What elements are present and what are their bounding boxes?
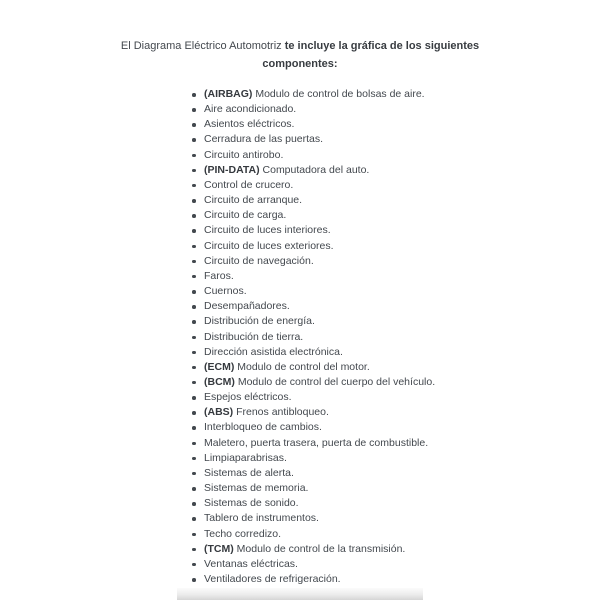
list-item: Circuito antirobo. [191, 148, 435, 163]
bullet-icon [192, 351, 196, 355]
list-item: Sistemas de sonido. [191, 496, 435, 511]
bullet-icon [192, 517, 196, 521]
bullet-icon [192, 366, 196, 370]
bullet-icon [192, 123, 196, 127]
bullet-icon [192, 214, 196, 218]
bullet-icon [192, 336, 196, 340]
list-item: (ECM) Modulo de control del motor. [191, 360, 435, 375]
list-item: (TCM) Modulo de control de la transmisión. [191, 542, 435, 557]
list-item: Circuito de navegación. [191, 254, 435, 269]
list-item: Circuito de luces interiores. [191, 223, 435, 238]
list-item: Sistemas de alerta. [191, 466, 435, 481]
list-item: Ventanas eléctricas. [191, 557, 435, 572]
list-item: Sistemas de memoria. [191, 481, 435, 496]
components-list [191, 87, 435, 587]
component-code: (ABS) [204, 406, 237, 419]
list-item: Techo corredizo. [191, 527, 435, 542]
bullet-icon [192, 457, 196, 461]
list-item: Distribución de energía. [191, 314, 435, 329]
list-item: Control de crucero. [191, 178, 435, 193]
component-code: (ECM) [204, 360, 238, 373]
bullet-icon [192, 502, 196, 506]
bullet-icon [192, 533, 196, 537]
bullet-icon [192, 411, 196, 415]
list-item: Faros. [191, 269, 435, 284]
list-item: (ABS) Frenos antibloqueo. [191, 405, 435, 420]
bullet-icon [192, 487, 196, 491]
page-title-bold-line1: te incluye la gráfica de los siguientes [284, 40, 480, 52]
bullet-icon [192, 93, 196, 97]
bullet-icon [192, 138, 196, 142]
list-item: Interbloqueo de cambios. [191, 420, 435, 435]
bullet-icon [192, 169, 196, 173]
list-item: (BCM) Modulo de control del cuerpo del vehículo. [191, 375, 435, 390]
bullet-icon [192, 245, 196, 249]
component-code: (BCM) [204, 375, 238, 388]
bullet-icon [192, 275, 196, 279]
bullet-icon [192, 426, 196, 430]
component-code: (AIRBAG) [204, 88, 256, 100]
list-item: Limpiaparabrisas. [191, 451, 435, 466]
list-item: Asientos eléctricos. [191, 117, 435, 132]
list-item: Ventiladores de refrigeración. [191, 572, 435, 587]
list-item: Espejos eléctricos. [191, 390, 435, 405]
bullet-icon [192, 320, 196, 324]
component-code: (TCM) [204, 542, 237, 555]
bullet-icon [192, 108, 196, 112]
cutoff-element-edge [177, 588, 423, 600]
bullet-icon [192, 154, 196, 158]
list-item: Cerradura de las puertas. [191, 132, 435, 147]
list-item: Tablero de instrumentos. [191, 511, 435, 526]
bullet-icon [192, 548, 196, 552]
component-code: (PIN-DATA) [204, 163, 263, 176]
bullet-icon [192, 472, 196, 476]
bullet-icon [192, 290, 196, 294]
bullet-icon [192, 578, 196, 582]
list-item: (AIRBAG) Modulo de control de bolsas de aire. [191, 87, 435, 102]
bullet-icon [192, 442, 196, 446]
bullet-icon [192, 381, 196, 385]
list-item: Circuito de luces exteriores. [191, 239, 435, 254]
list-item: Circuito de arranque. [191, 193, 435, 208]
bullet-icon [192, 184, 196, 188]
bullet-icon [192, 229, 196, 233]
list-item: Desempañadores. [191, 299, 435, 314]
page-title-regular: El Diagrama Eléctrico Automotriz [120, 40, 285, 52]
list-item: (PIN-DATA) Computadora del auto. [191, 163, 435, 178]
bullet-icon [192, 260, 196, 264]
bullet-icon [192, 199, 196, 203]
bullet-icon [192, 563, 196, 567]
list-item: Aire acondicionado. [191, 102, 435, 117]
bullet-icon [192, 396, 196, 400]
list-item: Distribución de tierra. [191, 330, 435, 345]
bullet-icon [192, 305, 196, 309]
list-item: Cuernos. [191, 284, 435, 299]
list-item: Circuito de carga. [191, 208, 435, 223]
page-title [0, 37, 600, 73]
list-item: Maletero, puerta trasera, puerta de combustible. [191, 436, 435, 451]
list-item: Dirección asistida electrónica. [191, 345, 435, 360]
page-title-bold-line2: componentes: [262, 58, 338, 70]
